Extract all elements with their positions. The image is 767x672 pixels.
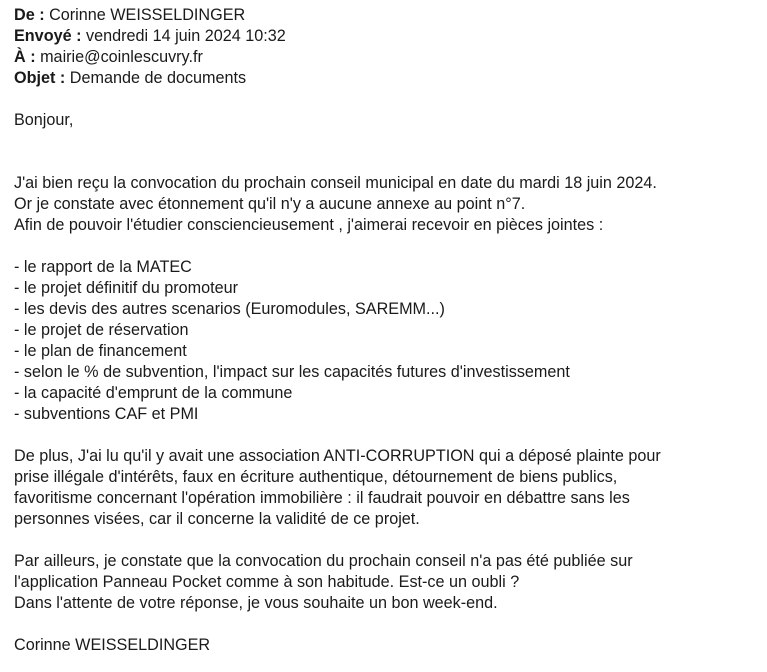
sent-value: vendredi 14 juin 2024 10:32 xyxy=(85,27,286,45)
paragraph-line: Par ailleurs, je constate que la convocation du prochain conseil n'a pas été publiée sur xyxy=(14,552,633,570)
greeting: Bonjour, xyxy=(14,111,74,129)
paragraph-line: prise illégale d'intérêts, faux en écriture authentique, détournement de biens publics, xyxy=(14,468,618,486)
intro-line: J'ai bien reçu la convocation du prochain conseil municipal en date du mardi 18 juin 2024. xyxy=(14,174,657,192)
paragraph-line: favoritisme concernant l'opération immobilière : il faudrait pouvoir en débattre sans les xyxy=(14,489,630,507)
corruption-paragraph xyxy=(14,446,761,530)
intro-paragraph xyxy=(14,173,761,236)
sent-label: Envoyé : xyxy=(14,27,82,45)
requested-documents-list xyxy=(14,257,761,425)
paragraph-line: De plus, J'ai lu qu'il y avait une association ANTI-CORRUPTION qui a déposé plainte pour xyxy=(14,447,661,465)
paragraph-line: Dans l'attente de votre réponse, je vous souhaite un bon week-end. xyxy=(14,594,498,612)
paragraph-line: l'application Panneau Pocket comme à son habitude. Est-ce un oubli ? xyxy=(14,573,520,591)
email-header xyxy=(14,5,761,89)
from-label: De : xyxy=(14,6,45,24)
list-item: - le projet définitif du promoteur xyxy=(14,279,239,297)
sent-row xyxy=(14,26,761,47)
closing-paragraph xyxy=(14,551,761,614)
intro-line: Afin de pouvoir l'étudier consciencieusement , j'aimerai recevoir en pièces jointes : xyxy=(14,216,604,234)
list-item: - les devis des autres scenarios (Euromodules, SAREMM...) xyxy=(14,300,445,318)
signature: Corinne WEISSELDINGER xyxy=(14,636,211,654)
list-item: - la capacité d'emprunt de la commune xyxy=(14,384,293,402)
intro-line: Or je constate avec étonnement qu'il n'y a aucune annexe au point n°7. xyxy=(14,195,526,213)
to-value: mairie@coinlescuvry.fr xyxy=(40,48,203,66)
from-value: Corinne WEISSELDINGER xyxy=(49,6,246,24)
list-item: - selon le % de subvention, l'impact sur les capacités futures d'investissement xyxy=(14,363,570,381)
subject-row xyxy=(14,68,761,89)
list-item: - le rapport de la MATEC xyxy=(14,258,192,276)
subject-value: Demande de documents xyxy=(69,69,247,87)
from-row xyxy=(14,5,761,26)
list-item: - le plan de financement xyxy=(14,342,187,360)
to-label: À : xyxy=(14,48,36,66)
list-item: - subventions CAF et PMI xyxy=(14,405,199,423)
subject-label: Objet : xyxy=(14,69,66,87)
to-row xyxy=(14,47,761,68)
list-item: - le projet de réservation xyxy=(14,321,189,339)
email-document xyxy=(14,5,761,656)
paragraph-line: personnes visées, car il concerne la validité de ce projet. xyxy=(14,510,420,528)
